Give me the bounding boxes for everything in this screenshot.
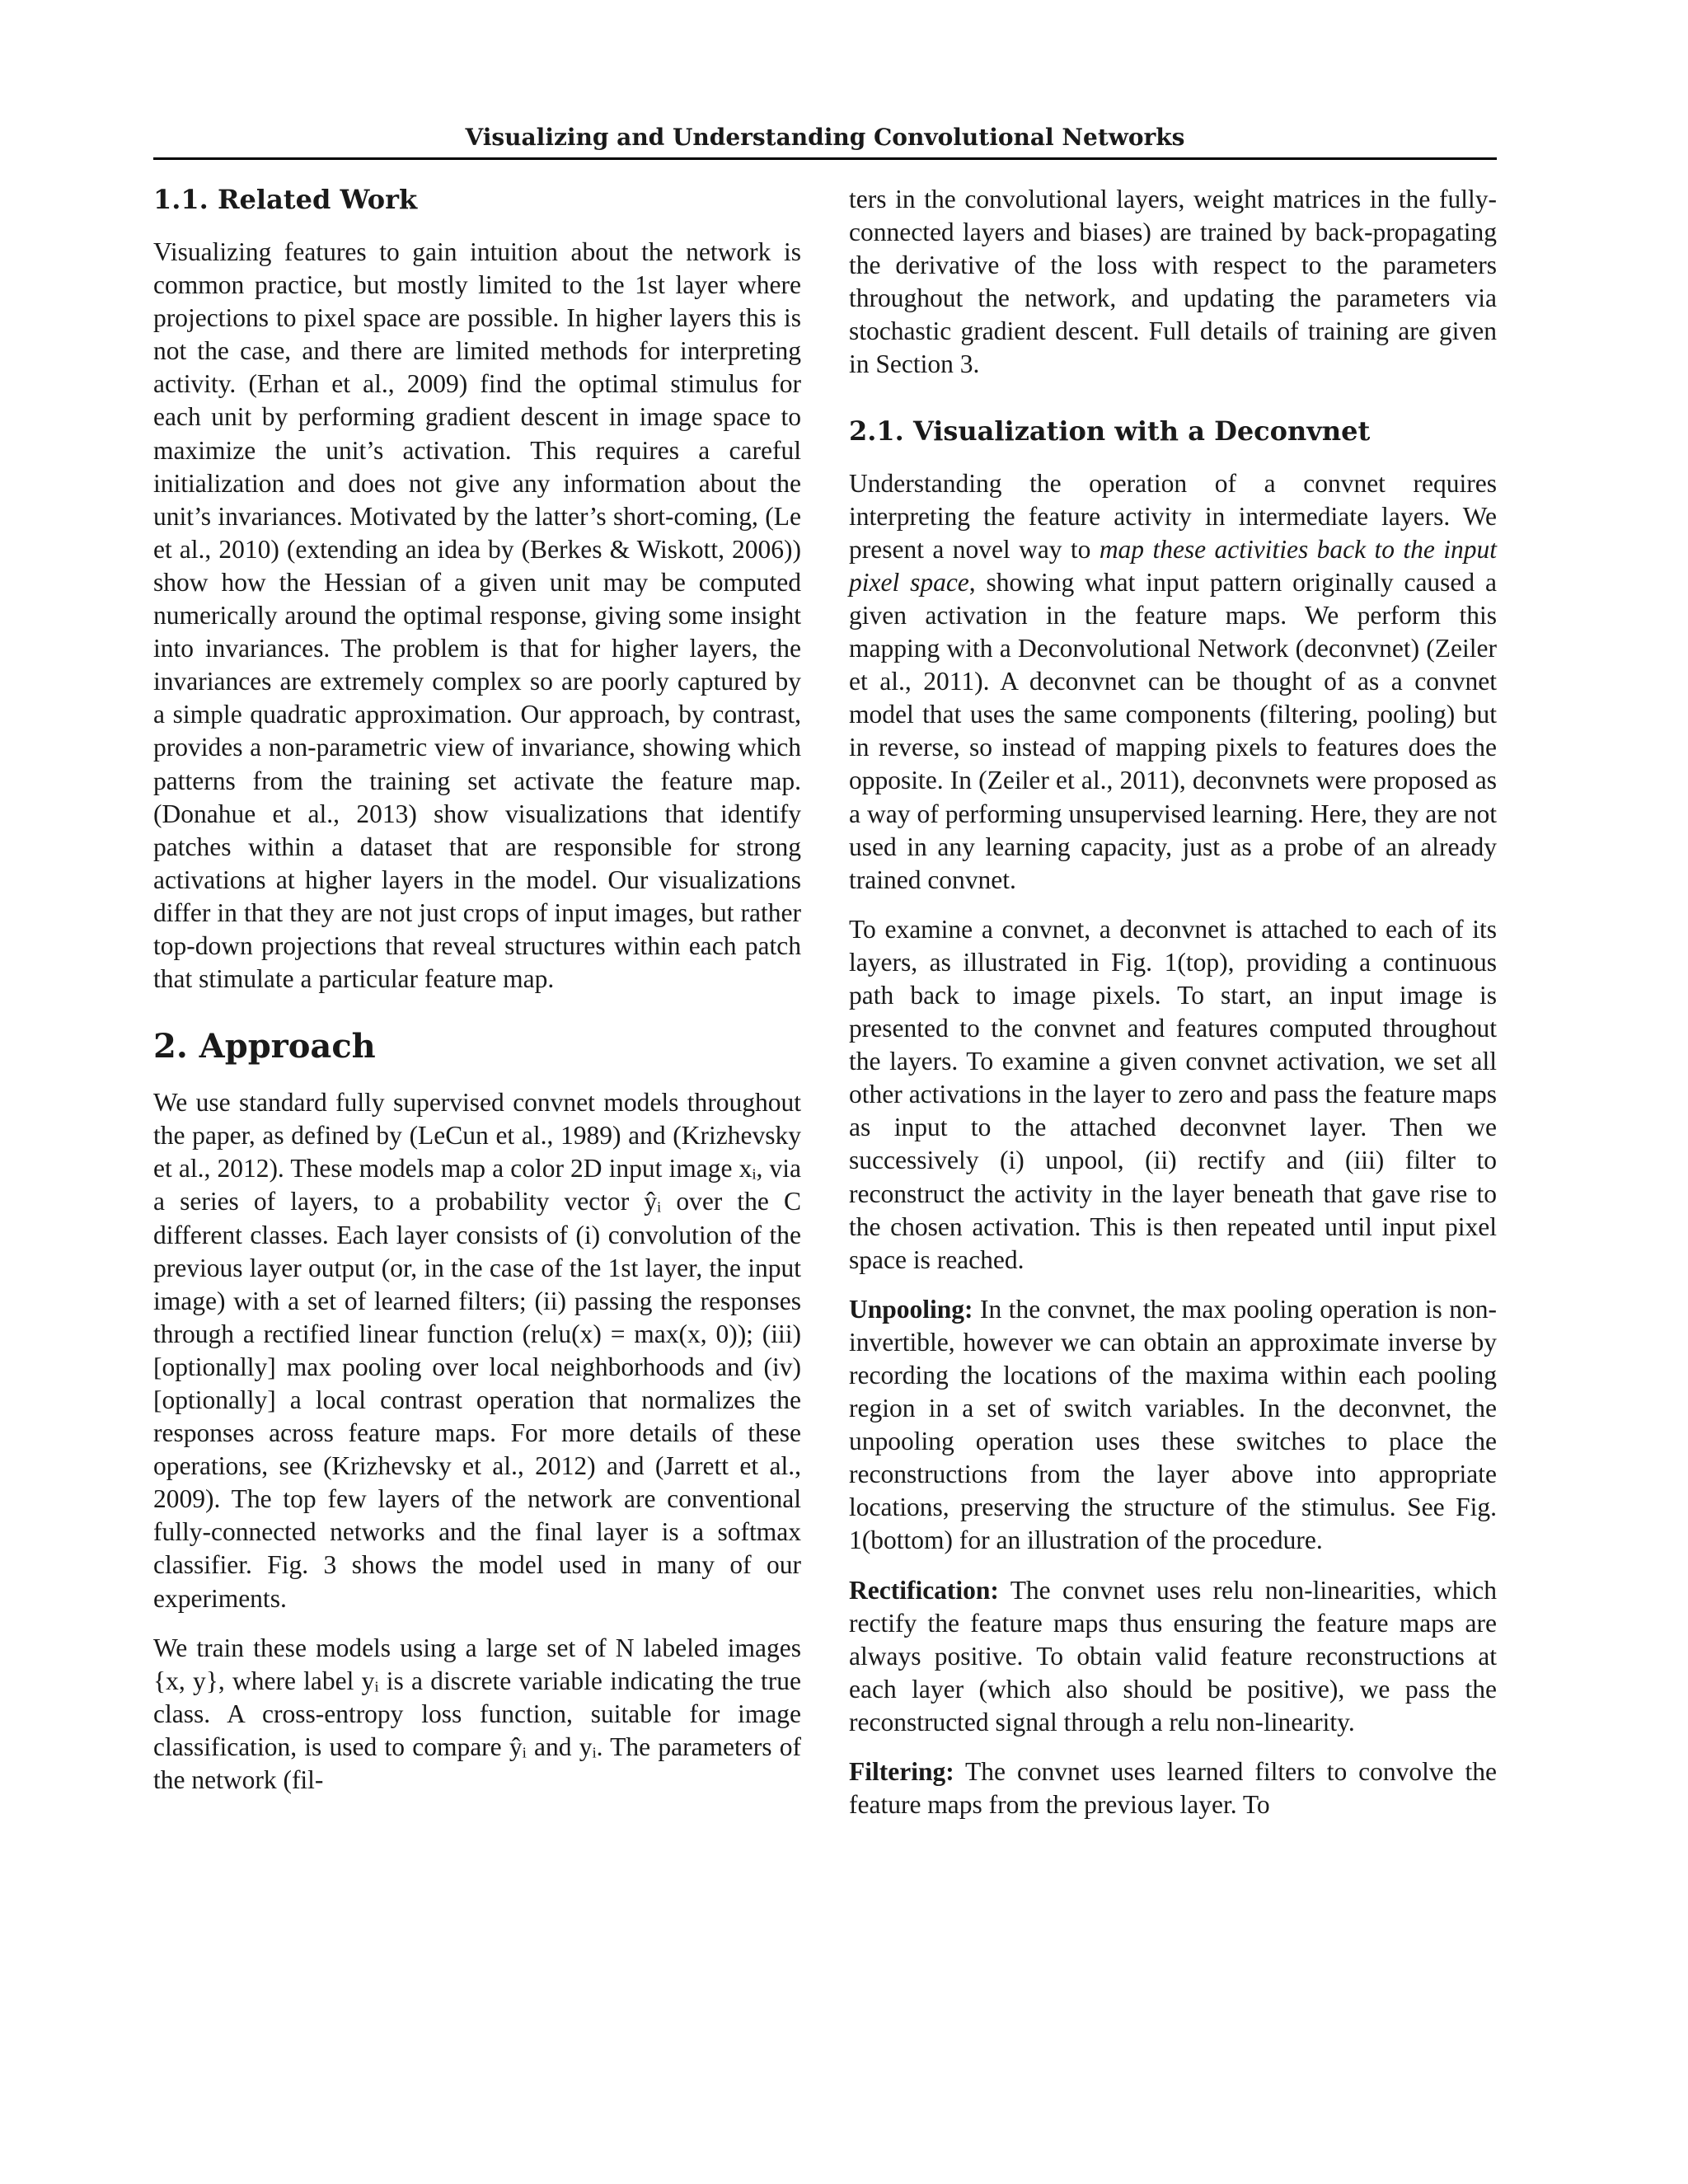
left-column xyxy=(153,183,801,1813)
rectification-label: Rectification: xyxy=(849,1575,999,1605)
deconvnet-emphasis: map these activities back to the input pixel space xyxy=(849,534,1497,597)
filtering-paragraph xyxy=(849,1755,1497,1821)
related-work-paragraph: Visualizing features to gain intuition about the network is common practice, but mostly limited to the 1st layer where projections to pixel space are possible. In higher layers this is not the case, and there are limited methods for interpreting activity. (Erhan et al., 2009) find the optimal stimulus for each unit by performing gradient descent in image space to maximize the unit’s activation. This requires a careful initialization and does not give any information about the unit’s invariances. Motivated by the latter’s short-coming, (Le et al., 2010) (extending an idea by (Berkes & Wiskott, 2006)) show how the Hessian of a given unit may be computed numerically around the optimal response, giving some insight into invariances. The problem is that for higher layers, the invariances are extremely complex so are poorly captured by a simple quadratic approximation. Our approach, by contrast, provides a non-parametric view of invariance, showing which patterns from the training set activate the feature map. (Donahue et al., 2013) show visualizations that identify patches within a dataset that are responsible for strong activations at higher layers in the model. Our visualizations differ in that they are not just crops of input images, but rather top-down projections that reveal structures within each patch that stimulate a particular feature map. xyxy=(153,237,801,994)
approach-paragraph-2: We train these models using a large set of N labeled images {x, y}, where label yᵢ is a discrete variable indicating the true class. A cross-entropy loss function, suitable for image classification, is used to compare ŷᵢ and yᵢ. The parameters of the network (fil- xyxy=(153,1633,801,1795)
deconvnet-text-a: Understanding the operation of a convnet requires interpreting the feature activity in intermediate layers. We present a novel way to xyxy=(849,468,1497,564)
approach-paragraph-1: We use standard fully supervised convnet models throughout the paper, as defined by (LeCun et al., 1989) and (Krizhevsky et al., 2012). These models map a color 2D input image xᵢ, via a series of layers, to a probability vector ŷᵢ over the C different classes. Each layer consists of (i) convolution of the previous layer output (or, in the case of the 1st layer, the input image) with a set of learned filters; (ii) passing the responses through a rectified linear function (relu(x) = max(x, 0)); (iii) [optionally] max pooling over local neighborhoods and (iv) [optionally] a local contrast operation that normalizes the responses across feature maps. For more details of these operations, see (Krizhevsky et al., 2012) and (Jarrett et al., 2009). The top few layers of the network are conventional fully-connected networks and the final layer is a softmax classifier. Fig. 3 shows the model used in many of our experiments. xyxy=(153,1088,801,1613)
running-header: Visualizing and Understanding Convolutional Networks xyxy=(153,124,1497,160)
rectification-text: The convnet uses relu non-linearities, which rectify the feature maps thus ensuring the feature maps are always positive. To obtain valid feature reconstructions at each layer (which also should be positive), we pass the reconstructed signal through a relu non-linearity. xyxy=(849,1575,1497,1736)
unpooling-text: In the convnet, the max pooling operation is non-invertible, however we can obtain an approximate inverse by recording the locations of the maxima within each pooling region in a set of switch variables. In the deconvnet, the unpooling operation uses these switches to place the reconstructions from the layer above into appropriate locations, preserving the structure of the stimulus. See Fig. 1(bottom) for an illustration of the procedure. xyxy=(849,1294,1497,1555)
deconvnet-text-b: , showing what input pattern originally caused a given activation in the feature maps. We perform this mapping with a Deconvolutional Network (deconvnet) (Zeiler et al., 2011). A deconvnet can be thought of as a convnet model that uses the same components (filtering, pooling) but in reverse, so instead of mapping pixels to features does the opposite. In (Zeiler et al., 2011), deconvnets were proposed as a way of performing unsupervised learning. Here, they are not used in any learning capacity, just as a probe of an already trained convnet. xyxy=(849,567,1497,894)
rectification-paragraph xyxy=(849,1574,1497,1739)
training-continuation-paragraph: ters in the convolutional layers, weight matrices in the fully-connected layers and biases) are trained by back-propagating the derivative of the loss with respect to the parameters throughout the network, and updating the parameters via stochastic gradient descent. Full details of training are given in Section 3. xyxy=(849,185,1497,379)
deconvnet-paragraph-2: To examine a convnet, a deconvnet is attached to each of its layers, as illustrated in Fig. 1(top), providing a continuous path back to image pixels. To start, an input image is presented to the convnet and features computed throughout the layers. To examine a given convnet activation, we set all other activations in the layer to zero and pass the feature maps as input to the attached deconvnet layer. Then we successively (i) unpool, (ii) rectify and (iii) filter to reconstruct the activity in the layer beneath that gave rise to the chosen activation. This is then repeated until input pixel space is reached. xyxy=(849,914,1497,1274)
right-column xyxy=(849,183,1497,1838)
deconvnet-heading: 2.1. Visualization with a Deconvnet xyxy=(849,415,1371,447)
deconvnet-paragraph-1 xyxy=(849,467,1497,897)
unpooling-label: Unpooling: xyxy=(849,1294,973,1324)
approach-heading: 2. Approach xyxy=(153,1027,376,1066)
filtering-text: The convnet uses learned filters to convolve the feature maps from the previous layer. To xyxy=(849,1757,1497,1820)
related-work-heading: 1.1. Related Work xyxy=(153,184,418,215)
filtering-label: Filtering: xyxy=(849,1757,954,1787)
unpooling-paragraph xyxy=(849,1293,1497,1558)
